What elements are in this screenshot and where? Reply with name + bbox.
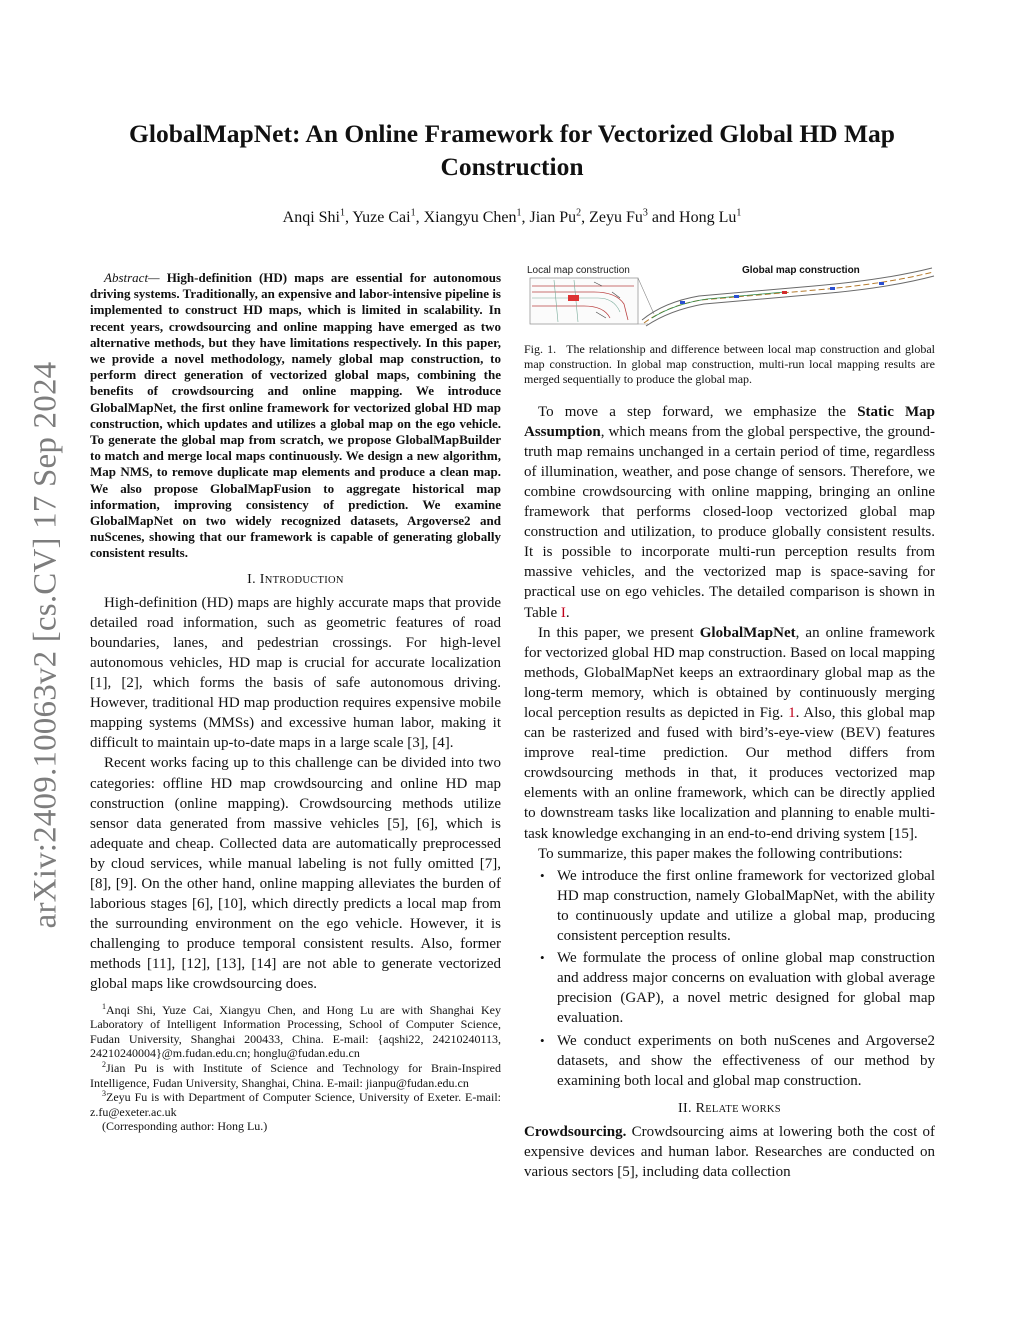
author: Yuze Cai bbox=[352, 209, 411, 226]
footnote-mark: 1 bbox=[102, 1001, 106, 1011]
author-affiliation: 3 bbox=[642, 207, 648, 219]
related-paragraph-1 bbox=[524, 1122, 935, 1182]
global-marker bbox=[830, 287, 835, 290]
footnote bbox=[90, 1061, 501, 1090]
author-separator: , bbox=[521, 209, 530, 226]
author-separator: and bbox=[647, 209, 680, 226]
right-paragraph-3: To summarize, this paper makes the following contributions: bbox=[538, 845, 903, 862]
intro-paragraph-2: Recent works facing up to this challenge can be divided into two categories: offline HD map crowdsourcing and online HD map construction (online mapping). Crowdsourcing methods utilize sensor data generated from massive vehicles [5], [6], which is adequate and cheap. Collected data are automatically preprocessed by cloud services, while manual labeling is not fully omitted [7], [8], [9]. On the other hand, online mapping alleviates the burden of laborious stages [6], [10], which directly predicts a local map from the surrounding environment on the ego vehicle. However, it is challenging to produce temporal consistent results. Also, former methods [11], [12], [13], [14] are not able to generate vectorized global maps like crowdsourcing does. bbox=[90, 755, 501, 993]
footnote bbox=[90, 1090, 501, 1119]
footnote-text: Jian Pu is with Institute of Science and Technology for Brain-Inspired Intelligence, Fudan University, Shanghai, China. E-mail: jianpu@fudan.edu.cn bbox=[90, 1060, 501, 1090]
text-run: . Also, this global map can be rasterized and fused with bird’s-eye-view (BEV) features improve real-time prediction. Our method differs from crowdsourcing methods in that, it produces vectorized map elements with an online framework, which can be directly applied to downstream tasks like localization and planning to enable multi-task knowledge exchanging in an end-to-end driving system [15]. bbox=[524, 705, 935, 842]
right-column bbox=[524, 262, 935, 1182]
section-heading-introduction bbox=[90, 572, 501, 588]
author-affiliation: 1 bbox=[516, 207, 522, 219]
arxiv-identifier: arXiv:2409.10063v2 [cs.CV] 17 Sep 2024 bbox=[27, 361, 64, 929]
list-item bbox=[524, 1031, 935, 1091]
global-marker bbox=[734, 295, 739, 298]
global-marker bbox=[782, 291, 787, 294]
caption-text: The relationship and difference between local map construction and global map construction. In global map construction, multi-run local mapping results are merged sequentially to produce the global map. bbox=[524, 342, 935, 387]
intro-paragraph-1: High-definition (HD) maps are highly accurate maps that provide detailed road information, such as geometric features of road boundaries, lanes, and pedestrian crossings. For high-level autonomous vehicles, HD map is crucial for accurate localization [1], [2], which forms the basis of safe autonomous driving. However, traditional HD map production requires expensive mobile mapping systems (MMSs) and excessive human labor, making it difficult to maintain up-to-date maps in a large scale [3], [4]. bbox=[90, 594, 501, 752]
list-item-text: We conduct experiments on both nuScenes and Argoverse2 datasets, and show the effectiveness of our method by examining both local and global map construction. bbox=[557, 1032, 935, 1089]
figure-1 bbox=[524, 262, 935, 332]
title-line-1: GlobalMapNet: An Online Framework for Vectorized Global HD Map bbox=[129, 119, 895, 148]
bullet-icon: • bbox=[540, 867, 545, 883]
section-heading-related-works bbox=[524, 1101, 935, 1117]
section-title-rest: ELATE WORKS bbox=[705, 1103, 781, 1115]
footnotes bbox=[90, 1003, 501, 1134]
author: Xiangyu Chen bbox=[423, 209, 517, 226]
text-run: To move a step forward, we emphasize the bbox=[538, 403, 858, 420]
author-separator: , bbox=[344, 209, 353, 226]
author: Anqi Shi bbox=[282, 209, 340, 226]
footnote-mark: 3 bbox=[102, 1089, 106, 1099]
global-marker bbox=[879, 282, 884, 285]
list-item bbox=[524, 948, 935, 1028]
crowdsourcing-heading: Crowdsourcing. bbox=[524, 1123, 627, 1140]
author-affiliation: 1 bbox=[339, 207, 345, 219]
right-paragraph-2 bbox=[524, 623, 935, 844]
text-run: Crowdsourcing aims at lowering both the cost of expensive devices and human labor. Researches are conducted on various sectors [5], including data collection bbox=[524, 1123, 935, 1180]
section-initial: I bbox=[259, 571, 265, 587]
footnote bbox=[90, 1119, 501, 1134]
figure-global-label: Global map construction bbox=[742, 265, 860, 276]
section-numeral: I. bbox=[247, 571, 260, 587]
abstract-lead: Abstract— bbox=[104, 270, 160, 285]
figure-local-label: Local map construction bbox=[527, 265, 630, 276]
author-affiliation: 1 bbox=[410, 207, 416, 219]
list-item bbox=[524, 866, 935, 946]
title-line-2: Construction bbox=[440, 152, 584, 181]
caption-label: Fig. 1. bbox=[524, 342, 557, 356]
section-numeral: II. bbox=[678, 1100, 696, 1116]
footnote-text: (Corresponding author: Hong Lu.) bbox=[102, 1119, 268, 1134]
bullet-icon: • bbox=[540, 1032, 545, 1048]
global-map-lane-divider bbox=[644, 272, 933, 323]
global-marker bbox=[680, 301, 685, 304]
text-run: In this paper, we present bbox=[538, 624, 700, 641]
list-item-text: We formulate the process of online global map construction and address major concerns on evaluation with global average precision (GAP), a novel metric designed for global map evaluation. bbox=[557, 950, 935, 1027]
bullet-icon: • bbox=[540, 950, 545, 966]
footnote-text: Zeyu Fu is with Department of Computer Science, University of Exeter. E-mail: z.fu@exeter.ac.uk bbox=[90, 1090, 501, 1119]
figure-reference-link[interactable]: 1 bbox=[788, 705, 796, 722]
author-list bbox=[90, 209, 934, 227]
global-map-centerline bbox=[652, 292, 784, 318]
ego-vehicle bbox=[568, 295, 579, 301]
author-affiliation: 1 bbox=[736, 207, 742, 219]
global-map-inner-boundary bbox=[646, 276, 934, 326]
abstract bbox=[90, 270, 501, 562]
abstract-text: High-definition (HD) maps are essential for autonomous driving systems. Traditionally, an expensive and labor-intensive pipeline is implemented to construct HD maps, which is limited in scalability. In recent years, crowdsourcing and online mapping have emerged as two alternative methods, but they have limitations respectively. In this paper, we provide a novel methodology, namely global map construction, to perform direct generation of vectorized global maps, combining the benefits of crowdsourcing and online mapping. We introduce GlobalMapNet, the first online framework for vectorized global HD map construction, which updates and utilizes a global map on the ego vehicle. To generate the global map from scratch, we propose GlobalMapBuilder to match and merge local maps continuously. We design a new algorithm, Map NMS, to remove duplicate map elements and produce a clean map. We also propose GlobalMapFusion to aggregate historical map information, improving consistency of prediction. We examine GlobalMapNet on two widely recognized datasets, Argoverse2 and nuScenes, showing that our framework is capable of generating globally consistent results. bbox=[90, 270, 502, 561]
arxiv-sidebar bbox=[20, 340, 72, 950]
author: Zeyu Fu bbox=[589, 209, 643, 226]
figure-1-caption bbox=[524, 342, 935, 388]
text-run: , which means from the global perspective, the ground-truth map remains unchanged in a certain period of time, regardless of illumination, weather, and pose change of sensors. Therefore, we combine crowdsourcing with online mapping, bringing an online framework that performs closed-loop vectorized global map construction and utilization, to produce globally consistent results. It is possible to incorporate multi-run perception results from massive vehicles, and the vectorized map is space-saving for practical use on ego vehicles. The detailed comparison is shown in Table bbox=[524, 423, 935, 621]
author: Jian Pu bbox=[529, 209, 577, 226]
table-reference-link[interactable]: I bbox=[560, 604, 566, 621]
section-title-rest: NTRODUCTION bbox=[264, 574, 344, 586]
contribution-list bbox=[524, 866, 935, 1091]
text-run: , an online framework for vectorized global HD map construction. Based on local mapping methods, GlobalMapNet keeps an extraordinary global map as the long-term memory, which is obtained by continuously merging local perception results as depicted in Fig. bbox=[524, 624, 936, 722]
author: Hong Lu bbox=[679, 209, 737, 226]
author-affiliation: 2 bbox=[576, 207, 582, 219]
static-map-assumption: Static Map Assumption bbox=[524, 403, 935, 440]
author-separator: , bbox=[581, 209, 590, 226]
left-column bbox=[90, 270, 501, 1134]
text-run: . bbox=[565, 604, 570, 621]
section-initial: R bbox=[695, 1100, 706, 1116]
globalmapnet-name: GlobalMapNet bbox=[699, 624, 796, 641]
footnote-mark: 2 bbox=[102, 1059, 106, 1069]
list-item-text: We introduce the first online framework for vectorized global HD map construction, namely GlobalMapNet, with the ability to continuously update and utilize a global map, producing consistent perception results. bbox=[557, 867, 935, 945]
footnote bbox=[90, 1003, 501, 1061]
footnote-text: Anqi Shi, Yuze Cai, Xiangyu Chen, and Hong Lu are with Shanghai Key Laboratory of Intelligent Information Processing, School of Computer Science, Fudan University, Shanghai 200433, China. E-mail: {aqshi22, 24210240113, 24210240004}@m.fudan.edu.cn; honglu@fudan.edu.cn bbox=[90, 1002, 501, 1061]
author-separator: , bbox=[415, 209, 424, 226]
paper-title bbox=[90, 117, 934, 183]
right-paragraph-1 bbox=[524, 402, 935, 623]
